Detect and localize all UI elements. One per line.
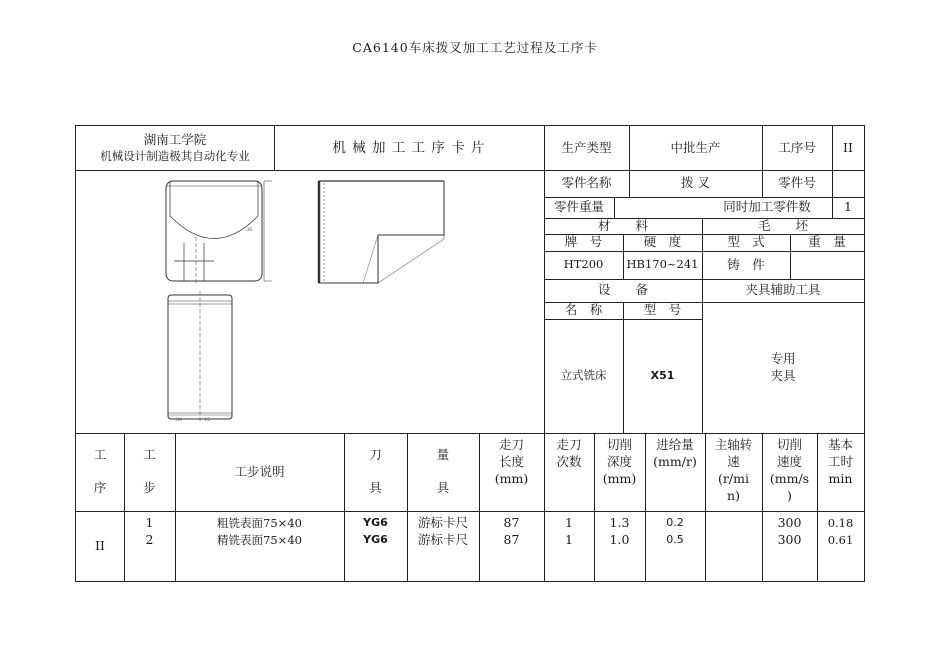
col-header-passes: 走刀 次数 [556,437,582,469]
row1-basic-time: 0.18 [827,515,854,530]
op-no-value: II [843,139,853,155]
fixture-value: 专用 夹具 [770,350,796,383]
col-header-spindle-speed: 主轴转 速 (r/mi n) [714,437,753,503]
row1-cutting-speed: 300 [777,515,802,531]
svg-text:30: 30 [176,417,183,423]
header-school-block [76,126,274,170]
production-type-label: 生产类型 [561,139,612,155]
row2-step: 2 [145,532,154,548]
grade-value: HT200 [563,257,604,272]
col-header-gauge: 量 具 [436,446,450,496]
row1-tool: YG6 [363,516,388,530]
svg-text:15: 15 [204,417,211,423]
process-number: II [95,537,105,553]
row2-length: 87 [503,532,520,548]
equipment-label: 设 备 [597,282,648,298]
row1-length: 87 [503,515,520,531]
school-name: 湖南工学院 [143,131,207,147]
blank-label: 毛 坯 [757,217,808,233]
simultaneous-parts-label: 同时加工零件数 [723,199,811,215]
row1-spindle-speed [705,515,762,532]
production-type-value: 中批生产 [670,139,721,155]
col-header-depth: 切削 深度 (mm) [602,437,637,486]
row2-description: 精铣表面75×40 [217,532,302,547]
grade-label: 牌 号 [564,234,603,250]
col-header-description: 工步说明 [234,463,285,479]
col-header-cutting-speed: 切削 速度 (mm/s ) [769,437,810,503]
row2-depth: 1.0 [609,532,630,548]
row2-tool: YG6 [363,533,388,547]
equipment-model-value: X51 [650,368,675,382]
row1-gauge: 游标卡尺 [417,515,468,531]
material-label: 材 料 [597,217,648,233]
equipment-name-value: 立式铣床 [560,368,607,383]
blank-type-value: 铸 件 [727,256,765,272]
col-header-tool: 刀 具 [369,446,382,496]
col-header-step: 工 步 [143,446,156,496]
hardness-label: 硬 度 [643,234,682,250]
part-weight-value [614,197,714,218]
row1-feed: 0.2 [666,516,684,530]
blank-mass-label: 重 量 [808,234,846,250]
card-title: 机 械 加 工 工 序 卡 片 [332,139,486,156]
equipment-name-label: 名 称 [564,302,603,318]
row2-gauge: 游标卡尺 [417,532,468,548]
row1-passes: 1 [565,515,573,531]
part-no-value [832,170,864,197]
row1-description: 粗铣表面75×40 [217,515,302,530]
blank-mass-value [790,251,864,279]
part-weight-label: 零件重量 [553,199,604,215]
svg-text:36: 36 [246,227,253,233]
col-header-basic-time: 基本 工时 min [827,437,853,486]
hardness-value: HB170~241 [626,257,699,272]
part-name-label: 零件名称 [561,175,612,191]
col-header-feed: 进给量 (mm/r) [653,437,697,469]
major-name: 机械设计制造极其自动化专业 [100,148,250,163]
part-name-value: 拨 叉 [681,175,710,191]
row1-step: 1 [145,515,154,531]
row2-basic-time: 0.61 [827,532,854,547]
grid-line [76,511,864,512]
equipment-model-label: 型 号 [643,302,682,318]
row1-depth: 1.3 [609,515,630,531]
row2-passes: 1 [565,532,573,548]
simultaneous-parts-value: 1 [844,199,852,215]
fixture-label: 夹具辅助工具 [745,282,821,298]
document-title: CA6140车床拨叉加工工艺过程及工序卡 [352,40,598,55]
row2-feed: 0.5 [666,533,684,547]
blank-type-label: 型 式 [727,234,765,250]
part-sketch-drawing [76,171,544,433]
process-card [75,125,865,582]
col-header-process: 工 序 [93,446,107,496]
op-no-label: 工序号 [778,139,816,155]
row2-cutting-speed: 300 [777,532,802,548]
part-no-label: 零件号 [778,175,816,191]
col-header-length: 走刀 长度 (mm) [494,437,529,486]
row2-spindle-speed [705,532,762,549]
